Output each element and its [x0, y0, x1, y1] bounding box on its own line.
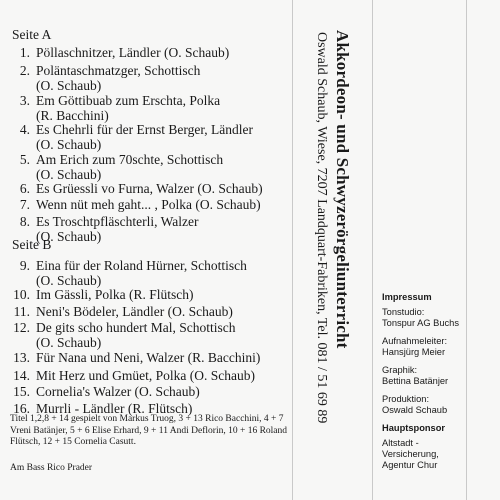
aufnahmeleiter-label: Aufnahmeleiter: — [382, 336, 448, 346]
track-title: Eina für der Roland Hürner, Schottisch — [36, 258, 247, 273]
sponsor-heading: Hauptsponsor — [382, 423, 446, 433]
track-title: Es Troschtpfläschterli, Walzer — [36, 214, 199, 229]
side-a-heading: Seite A — [12, 27, 52, 42]
sponsor-line-1: Altstadt - — [382, 438, 419, 448]
track-title: De gits scho hundert Mal, Schottisch — [36, 320, 236, 335]
track-composer: (R. Bacchini) — [36, 108, 109, 123]
track-composer: (O. Schaub) — [36, 229, 102, 244]
track-number: 14. — [13, 368, 30, 383]
track-number: 15. — [13, 384, 30, 399]
track-number: 6. — [19, 181, 30, 196]
tonstudio-value: Tonspur AG Buchs — [382, 318, 459, 328]
impressum-aufnahmeleiter — [382, 336, 466, 358]
track-title: Es Grüessli vo Furna, Walzer (O. Schaub) — [36, 181, 263, 196]
fold-line-middle — [372, 0, 373, 500]
sponsor-line-3: Agentur Chur — [382, 460, 438, 470]
aufnahmeleiter-value: Hansjürg Meier — [382, 347, 446, 357]
track-title: Für Nana und Neni, Walzer (R. Bacchini) — [36, 350, 261, 365]
track-title: Neni's Bödeler, Ländler (O. Schaub) — [36, 304, 233, 319]
bass-credit: Am Bass Rico Prader — [10, 463, 93, 473]
track-title: Cornelia's Walzer (O. Schaub) — [36, 384, 200, 399]
track-title: Mit Herz und Gmüet, Polka (O. Schaub) — [36, 368, 255, 383]
track-number: 5. — [19, 152, 30, 167]
impressum-heading: Impressum — [382, 292, 432, 302]
impressum-graphik — [382, 365, 466, 387]
fold-line-right — [466, 0, 467, 500]
track-number: 11. — [13, 304, 30, 319]
track-title: Pöllaschnitzer, Ländler (O. Schaub) — [36, 45, 230, 60]
track-number: 16. — [13, 401, 30, 416]
tonstudio-label: Tonstudio: — [382, 307, 425, 317]
track-number: 12. — [13, 320, 30, 335]
produktion-value: Oswald Schaub — [382, 405, 448, 415]
spine-address: Oswald Schaub, Wiese, 7207 Landquart-Fabriken, Tel. 081 / 51 69 89 — [314, 32, 329, 424]
track-number: 1. — [19, 45, 30, 60]
track-title: Es Chehrli für der Ernst Berger, Ländler — [36, 122, 254, 137]
track-title: Poläntaschmatzger, Schottisch — [36, 63, 201, 78]
produktion-label: Produktion: — [382, 394, 430, 404]
track-title: Em Göttibuab zum Erschta, Polka — [36, 93, 221, 108]
track-title: Wenn nüt meh gaht... , Polka (O. Schaub) — [36, 197, 261, 212]
track-composer: (O. Schaub) — [36, 273, 102, 288]
spine-title: Akkordeon- und Schwyzerörgeliunterricht — [333, 30, 352, 349]
track-composer: (O. Schaub) — [36, 78, 102, 93]
graphik-value: Bettina Batänjer — [382, 376, 449, 386]
graphik-label: Graphik: — [382, 365, 418, 375]
track-number: 13. — [13, 350, 30, 365]
track-composer: (O. Schaub) — [36, 335, 102, 350]
impressum-panel — [382, 292, 466, 471]
track-number: 4. — [19, 122, 30, 137]
sponsor-line-2: Versicherung, — [382, 449, 439, 459]
track-title: Am Erich zum 70schte, Schottisch — [36, 152, 224, 167]
track-number: 7. — [19, 197, 30, 212]
track-number: 9. — [19, 258, 30, 273]
track-number: 3. — [19, 93, 30, 108]
impressum-produktion — [382, 394, 466, 416]
track-title: Murrli - Ländler (R. Flütsch) — [36, 401, 193, 416]
track-composer: (O. Schaub) — [36, 137, 102, 152]
performer-credits: Titel 1,2,8 + 14 gespielt von Markus Truog, 3 + 13 Rico Bacchini, 4 + 7 Vreni Batänjer, 5 + 6 Elise Erhard, 9 + 11 Andi Deflorin, 10 + 16 Roland Flütsch, 12 + 15 Cornelia Casutt. — [10, 414, 288, 447]
impressum-tonstudio — [382, 307, 466, 329]
track-composer: (O. Schaub) — [36, 167, 102, 182]
track-number: 8. — [19, 214, 30, 229]
side-b-heading: Seite B — [12, 237, 52, 252]
track-title: Im Gässli, Polka (R. Flütsch) — [36, 287, 194, 302]
track-number: 10. — [13, 287, 30, 302]
track-number: 2. — [19, 63, 30, 78]
